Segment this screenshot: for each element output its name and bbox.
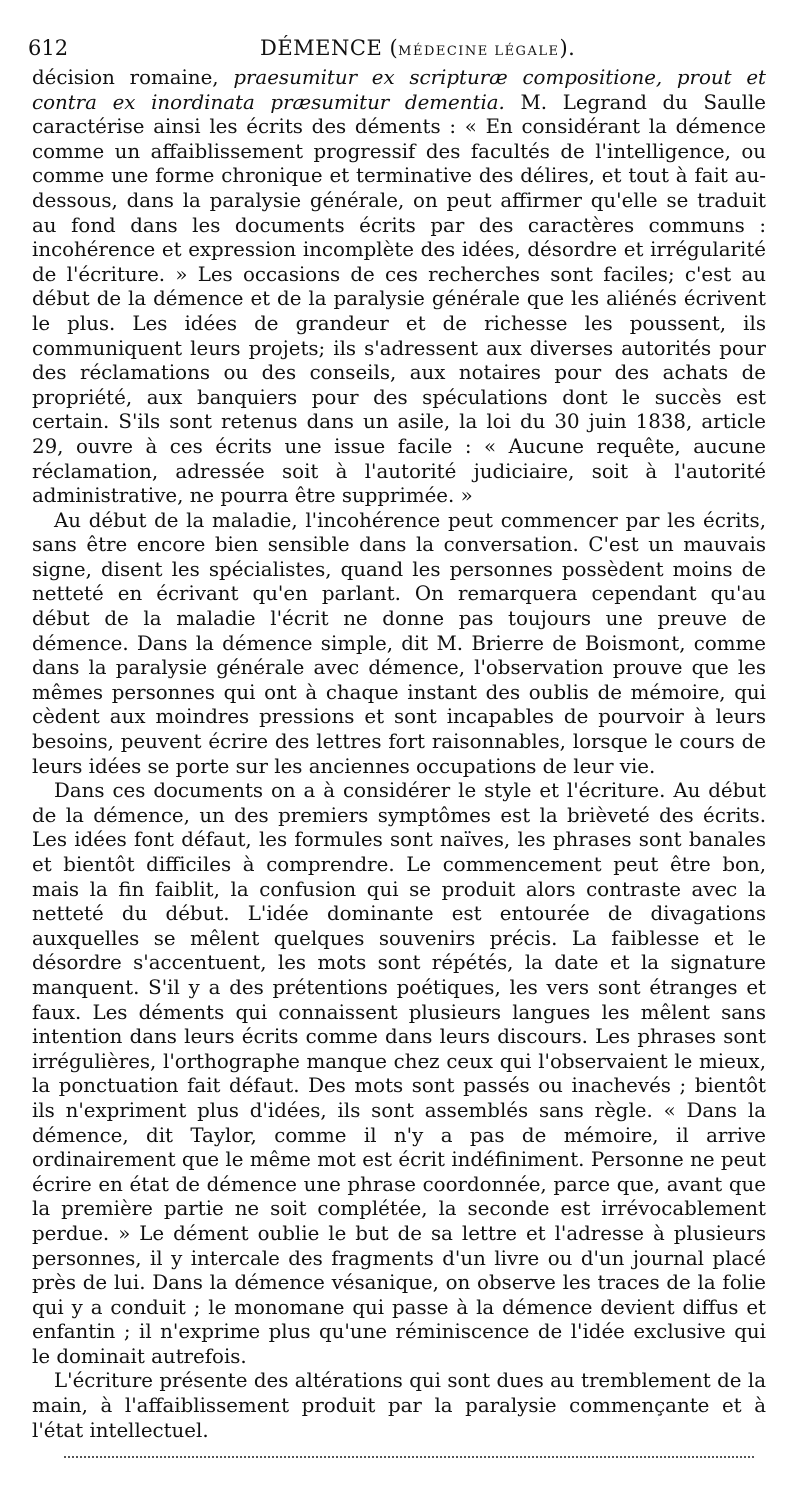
paragraph: Dans ces documents on a à considérer le style et l'écriture. Au début de la démence, un des premiers symptômes est la brièveté des écrits. Les idées font défaut, les formules sont naïves, les phrases sont banales et bientôt difficiles à comprendre. Le commencement peut être bon, mais la fin faiblit, la confusion qui se produit alors contraste avec la netteté du début. L'idée dominante est entourée de divagations auxquelles se mêlent quelques souvenirs précis. La faiblesse et le désordre s'accentuent, les mots sont répétés, la date et la signature manquent. S'il y a des prétentions poétiques, les vers sont étranges et faux. Les déments qui connaissent plusieurs langues les mêlent sans intention dans leurs écrits comme dans leurs discours. Les phrases sont irrégulières, l'orthographe manque chez ceux qui l'observaient le mieux, la ponctuation fait défaut. Des mots sont passés ou inachevés ; bientôt ils n'expriment plus d'idées, ils sont assemblés sans règle. « Dans la démence, dit Taylor, comme il n'y a pas de mémoire, il arrive ordinairement que le même mot est écrit indéfiniment. Personne ne peut écrire en état de démence une phrase coordonnée, parce que, avant que la première partie ne soit complétée, la seconde est irrévocablement perdue. » Le dément oublie le but de sa lettre et l'adresse à plusieurs personnes, il y intercale des fragments d'un livre ou d'un journal placé près de lui. Dans la démence vésanique, on observe les traces de la folie qui y a conduit ; le monomane qui passe à la démence devient diffus et enfantin ; il n'exprime plus qu'une réminiscence de l'idée exclusive qui le dominait autrefois. [32,779,766,1368]
page-number: 612 [28,36,69,60]
paragraph-continued [32,66,766,509]
paragraph-lead: décision romaine, [32,66,234,89]
body-text [32,66,766,1443]
paragraph: L'écriture présente des altérations qui sont dues au tremblement de la main, à l'affaiblissement produit par la paralysie commençante et à l'état intellectuel. [32,1369,766,1442]
page-header [28,34,772,62]
paragraph-text: M. Legrand du Saulle caractérise ainsi les écrits des déments : « En considérant la démence comme un affaiblissement progressif des facultés de l'intelligence, ou comme une forme chronique et terminative des délires, et tout à fait au-dessous, dans la paralysie générale, on peut affirmer qu'elle se traduit au fond dans les documents écrits par des caractères communs : incohérence et expression incomplète des idées, désordre et irrégularité de l'écriture. » Les occasions de ces recherches sont faciles; c'est au début de la démence et de la paralysie générale que les aliénés écrivent le plus. Les idées de grandeur et de richesse les poussent, ils communiquent leurs projets; ils s'adressent aux diverses autorités pour des réclamations ou des conseils, aux notaires pour des achats de propriété, aux banquiers pour des spéculations dont le succès est certain. S'ils sont retenus dans un asile, la loi du 30 juin 1838, article 29, ouvre à ces écrits une issue facile : « Aucune requête, aucune réclamation, adressée soit à l'autorité judiciaire, soit à l'autorité administrative, ne pourra être supprimée. » [32,90,767,508]
running-head [260,34,575,66]
running-head-subtitle: MÉDECINE LÉGALE [398,44,560,59]
latin-quote: praesumitur ex scripturæ compositione, prout et contra ex inordinata præsumitur dementia. [32,66,766,114]
paragraph: Au début de la maladie, l'incohérence peut commencer par les écrits, sans être encore bien sensible dans la conversation. C'est un mauvais signe, disent les spécialistes, quand les personnes possèdent moins de netteté en écrivant qu'en parlant. On remarquera cependant qu'au début de la maladie l'écrit ne donne pas toujours une preuve de démence. Dans la démence simple, dit M. Brierre de Boismont, comme dans la paralysie générale avec démence, l'observation prouve que les mêmes personnes qui ont à chaque instant des oublis de mémoire, qui cèdent aux moindres pressions et sont incapables de pourvoir à leurs besoins, peuvent écrire des lettres fort raisonnables, lorsque le cours de leurs idées se porte sur les anciennes occupations de leur vie. [32,508,766,778]
running-head-end: ). [559,36,576,60]
running-head-main: DÉMENCE ( [260,36,399,60]
footer-rule [64,1456,754,1458]
